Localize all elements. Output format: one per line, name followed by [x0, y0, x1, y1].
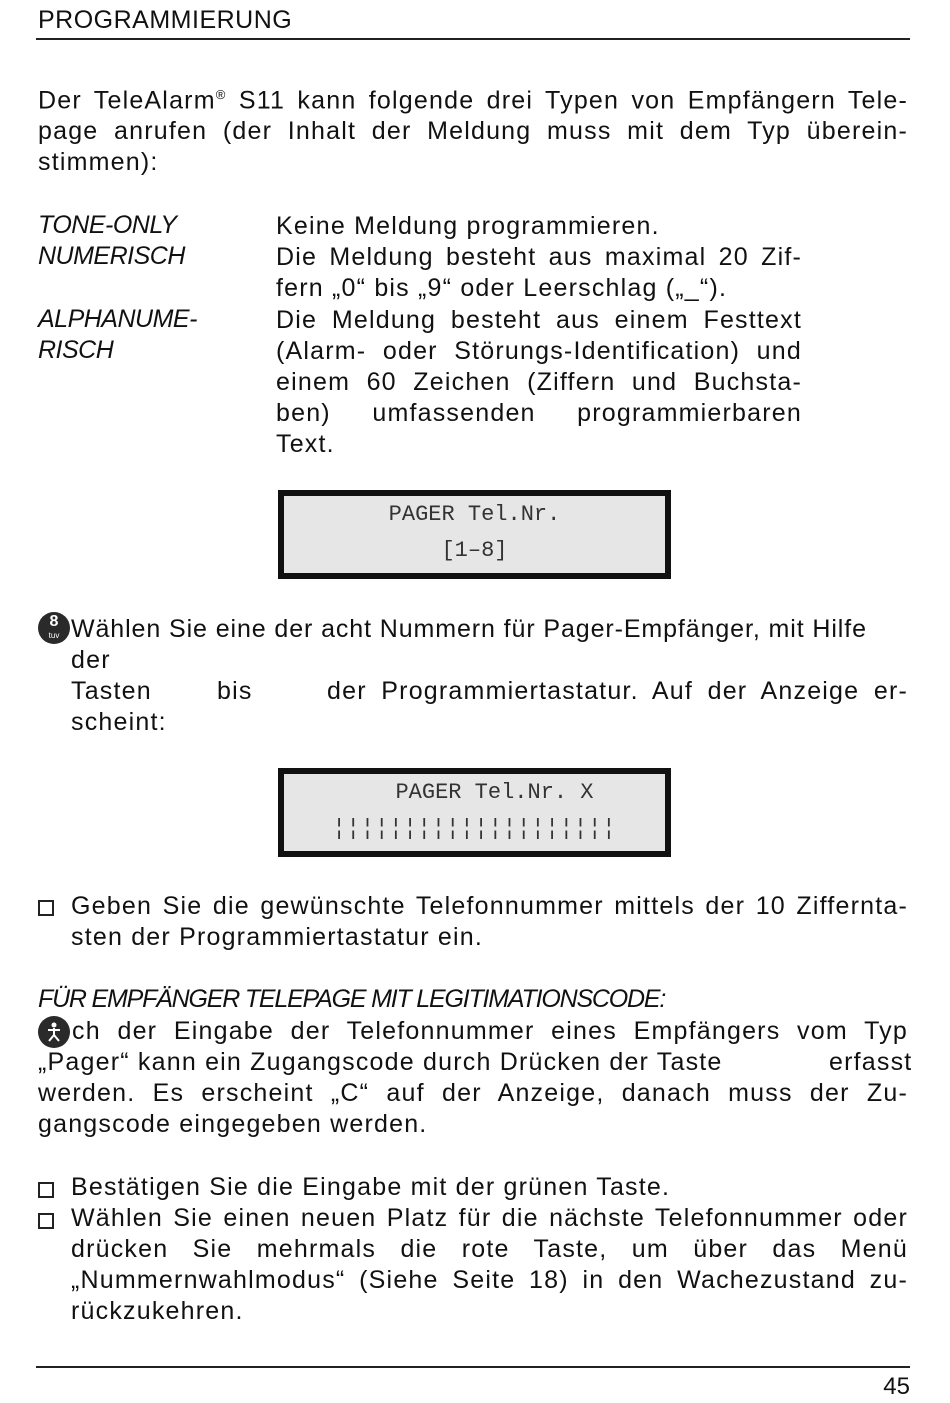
step1-line-2: der — [71, 646, 111, 674]
step4-line-1: Wählen Sie einen neuen Platz für die nächste Telefonnummer oder — [71, 1204, 908, 1232]
step3-line-1: Bestätigen Sie die Eingabe mit der grünen Taste. — [71, 1173, 671, 1201]
page-header-title: PROGRAMMIERUNG — [38, 6, 293, 34]
lcd-display-pager-select — [278, 490, 671, 579]
section-line-4: gangscode eingegeben werden. — [38, 1110, 428, 1138]
lcd-line-2: ¦¦¦¦¦¦¦¦¦¦¦¦¦¦¦¦¦¦¦¦ — [332, 816, 617, 841]
bullet-checkbox — [38, 1213, 54, 1229]
step1-line-4: scheint: — [71, 708, 167, 736]
key-digit: 8 — [49, 613, 59, 630]
intro-text: Der TeleAlarm — [38, 86, 216, 115]
type-desc-alpha-3: einem 60 Zeichen (Ziffern und Buchsta- — [276, 368, 802, 396]
footer-rule — [36, 1366, 910, 1368]
section-line-2: „Pager“ kann ein Zugangscode durch Drücken der Taste — [38, 1048, 723, 1076]
type-desc-alpha-5: Text. — [276, 430, 335, 458]
section-line-3: werden. Es erscheint „C“ auf der Anzeige, danach muss der Zu- — [38, 1079, 908, 1107]
type-desc-alpha-4: ben) umfassenden programmierbaren — [276, 399, 802, 427]
key-letters: tuv — [48, 631, 60, 640]
key-8-tuv-icon — [38, 612, 70, 644]
step1-line-3: der Programmiertastatur. Auf der Anzeige er- — [327, 677, 908, 705]
section-line-1: ch der Eingabe der Telefonnummer eines Empfängers vom Typ — [72, 1017, 908, 1045]
type-desc-tone-only: Keine Meldung programmieren. — [276, 212, 660, 240]
type-term-numerisch: NUMERISCH — [38, 242, 185, 270]
type-desc-numerisch-2: fern „0“ bis „9“ oder Leerschlag („_“). — [276, 274, 728, 302]
step4-line-4: rückzukehren. — [71, 1297, 244, 1325]
type-term-alphanumerisch-2: RISCH — [38, 336, 114, 364]
type-desc-alpha-2: (Alarm- oder Störungs-Identification) und — [276, 337, 802, 365]
person-icon — [44, 1020, 64, 1044]
intro-line-3: stimmen): — [38, 148, 159, 176]
bullet-checkbox — [38, 1182, 54, 1198]
section-line-2-end: erfasst — [829, 1048, 913, 1076]
step1-line-1: Wählen Sie eine der acht Nummern für Pager-Empfänger, mit Hilfe — [71, 615, 867, 643]
step1-bis-label: bis — [217, 677, 253, 705]
bullet-checkbox — [38, 900, 54, 916]
intro-text: S11 kann folgende drei Typen von Empfängern Tele- — [226, 86, 909, 115]
lcd-line-2: [1–8] — [441, 538, 508, 563]
type-desc-alpha-1: Die Meldung besteht aus einem Festtext — [276, 306, 802, 334]
type-desc-numerisch-1: Die Meldung besteht aus maximal 20 Zif- — [276, 243, 802, 271]
registered-mark: ® — [215, 87, 227, 102]
type-term-alphanumerisch-1: ALPHANUME- — [38, 305, 197, 333]
type-term-tone-only: TONE-ONLY — [38, 211, 177, 239]
lcd-line-1: PAGER Tel.Nr. — [388, 502, 561, 527]
page-number: 45 — [883, 1373, 910, 1400]
lcd-line-1: PAGER Tel.Nr. X — [395, 780, 594, 805]
step4-line-3: „Nummernwahlmodus“ (Siehe Seite 18) in den Wachezustand zu- — [71, 1266, 908, 1294]
step2-line-2: sten der Programmiertastatur ein. — [71, 923, 483, 951]
person-key-icon — [38, 1016, 70, 1048]
step2-line-1: Geben Sie die gewünschte Telefonnummer mittels der 10 Zifferntа- — [71, 892, 908, 920]
lcd-display-number-entry — [278, 768, 671, 857]
step1-tasten-label: Tasten — [71, 677, 152, 705]
section-title: FÜR EMPFÄNGER TELEPAGE MIT LEGITIMATIONSCODE: — [38, 985, 666, 1013]
step4-line-2: drücken Sie mehrmals die rote Taste, um über das Menü — [71, 1235, 908, 1263]
header-rule — [36, 38, 910, 40]
intro-line-1 — [38, 79, 908, 116]
intro-line-2: page anrufen (der Inhalt der Meldung muss mit dem Typ überein- — [38, 117, 908, 145]
